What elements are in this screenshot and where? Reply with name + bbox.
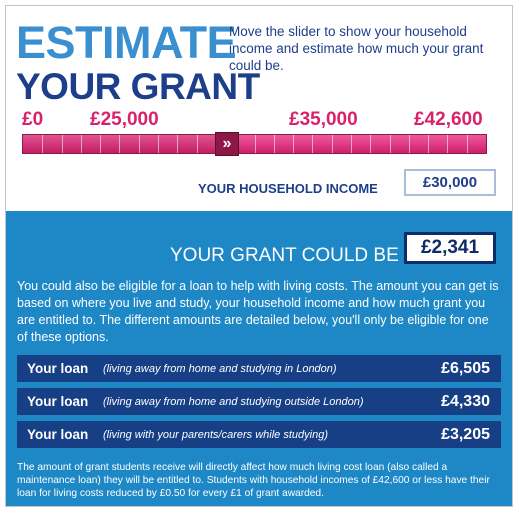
grant-value: £2,341 xyxy=(404,232,496,264)
loan-note: (living away from home and studying outside London) xyxy=(103,396,364,408)
slider-segment-divider xyxy=(370,135,371,153)
loan-row-outside-london xyxy=(17,388,501,415)
slider-segment-divider xyxy=(177,135,178,153)
loan-title: Your loan xyxy=(27,394,89,409)
slider-segment-divider xyxy=(119,135,120,153)
slider-segment-divider xyxy=(42,135,43,153)
slider-segment-divider xyxy=(467,135,468,153)
loan-title: Your loan xyxy=(27,361,89,376)
slider-segment-divider xyxy=(197,135,198,153)
slider-segment-divider xyxy=(293,135,294,153)
slider-segment-divider xyxy=(255,135,256,153)
footnote-text: The amount of grant students receive will directly affect how much living cost loan (also called a maintenance loan) they will be entitled to. Students with household incomes of £42,600 or less have their loan for living costs reduced by £0.50 for every £1 of grant awarded. xyxy=(17,462,490,499)
page-title xyxy=(16,17,260,107)
slider-segment-divider xyxy=(390,135,391,153)
title-line-1: ESTIMATE xyxy=(16,17,237,68)
slider-segment-divider xyxy=(409,135,410,153)
loan-amount: £3,205 xyxy=(441,426,490,443)
household-income-label: YOUR HOUSEHOLD INCOME xyxy=(198,181,378,196)
slider-segment-divider xyxy=(62,135,63,153)
tick-label-25000: £25,000 xyxy=(90,109,159,130)
slider-segment-divider xyxy=(100,135,101,153)
slider-segment-divider xyxy=(158,135,159,153)
title-line-2: YOUR GRANT xyxy=(16,65,260,107)
slider-segment-divider xyxy=(332,135,333,153)
loan-row-living-with-parents xyxy=(17,421,501,448)
results-panel xyxy=(6,211,512,507)
household-income-value: £30,000 xyxy=(404,169,496,196)
grant-estimator xyxy=(5,5,513,507)
loan-row-london xyxy=(17,355,501,382)
loan-note: (living with your parents/carers while studying) xyxy=(103,429,328,441)
instructions-text: Move the slider to show your household income and estimate how much your grant could be. xyxy=(229,24,484,73)
tick-label-0: £0 xyxy=(22,109,44,130)
loan-title: Your loan xyxy=(27,427,89,442)
tick-label-42600: £42,600 xyxy=(414,109,483,130)
loan-info-text: You could also be eligible for a loan to help with living costs. The amount you can get is based on where you live and study, your household income and how much grant you are entitled to. The different amounts are detailed below, you'll only be eligible for one of these options. xyxy=(17,279,499,344)
grant-label: YOUR GRANT COULD BE xyxy=(170,245,399,266)
loan-amount: £4,330 xyxy=(441,393,490,410)
slider-segment-divider xyxy=(274,135,275,153)
loan-note: (living away from home and studying in London) xyxy=(103,363,337,375)
slider-segment-divider xyxy=(139,135,140,153)
slider-segment-divider xyxy=(447,135,448,153)
slider-handle[interactable] xyxy=(215,132,239,156)
slider-segment-divider xyxy=(81,135,82,153)
estimator-top-panel xyxy=(6,6,512,211)
loan-amount: £6,505 xyxy=(441,360,490,377)
income-slider-track[interactable] xyxy=(22,134,487,154)
double-chevron-right-icon: » xyxy=(222,135,232,152)
slider-segment-divider xyxy=(312,135,313,153)
slider-segment-divider xyxy=(351,135,352,153)
slider-segment-divider xyxy=(428,135,429,153)
tick-label-35000: £35,000 xyxy=(289,109,358,130)
